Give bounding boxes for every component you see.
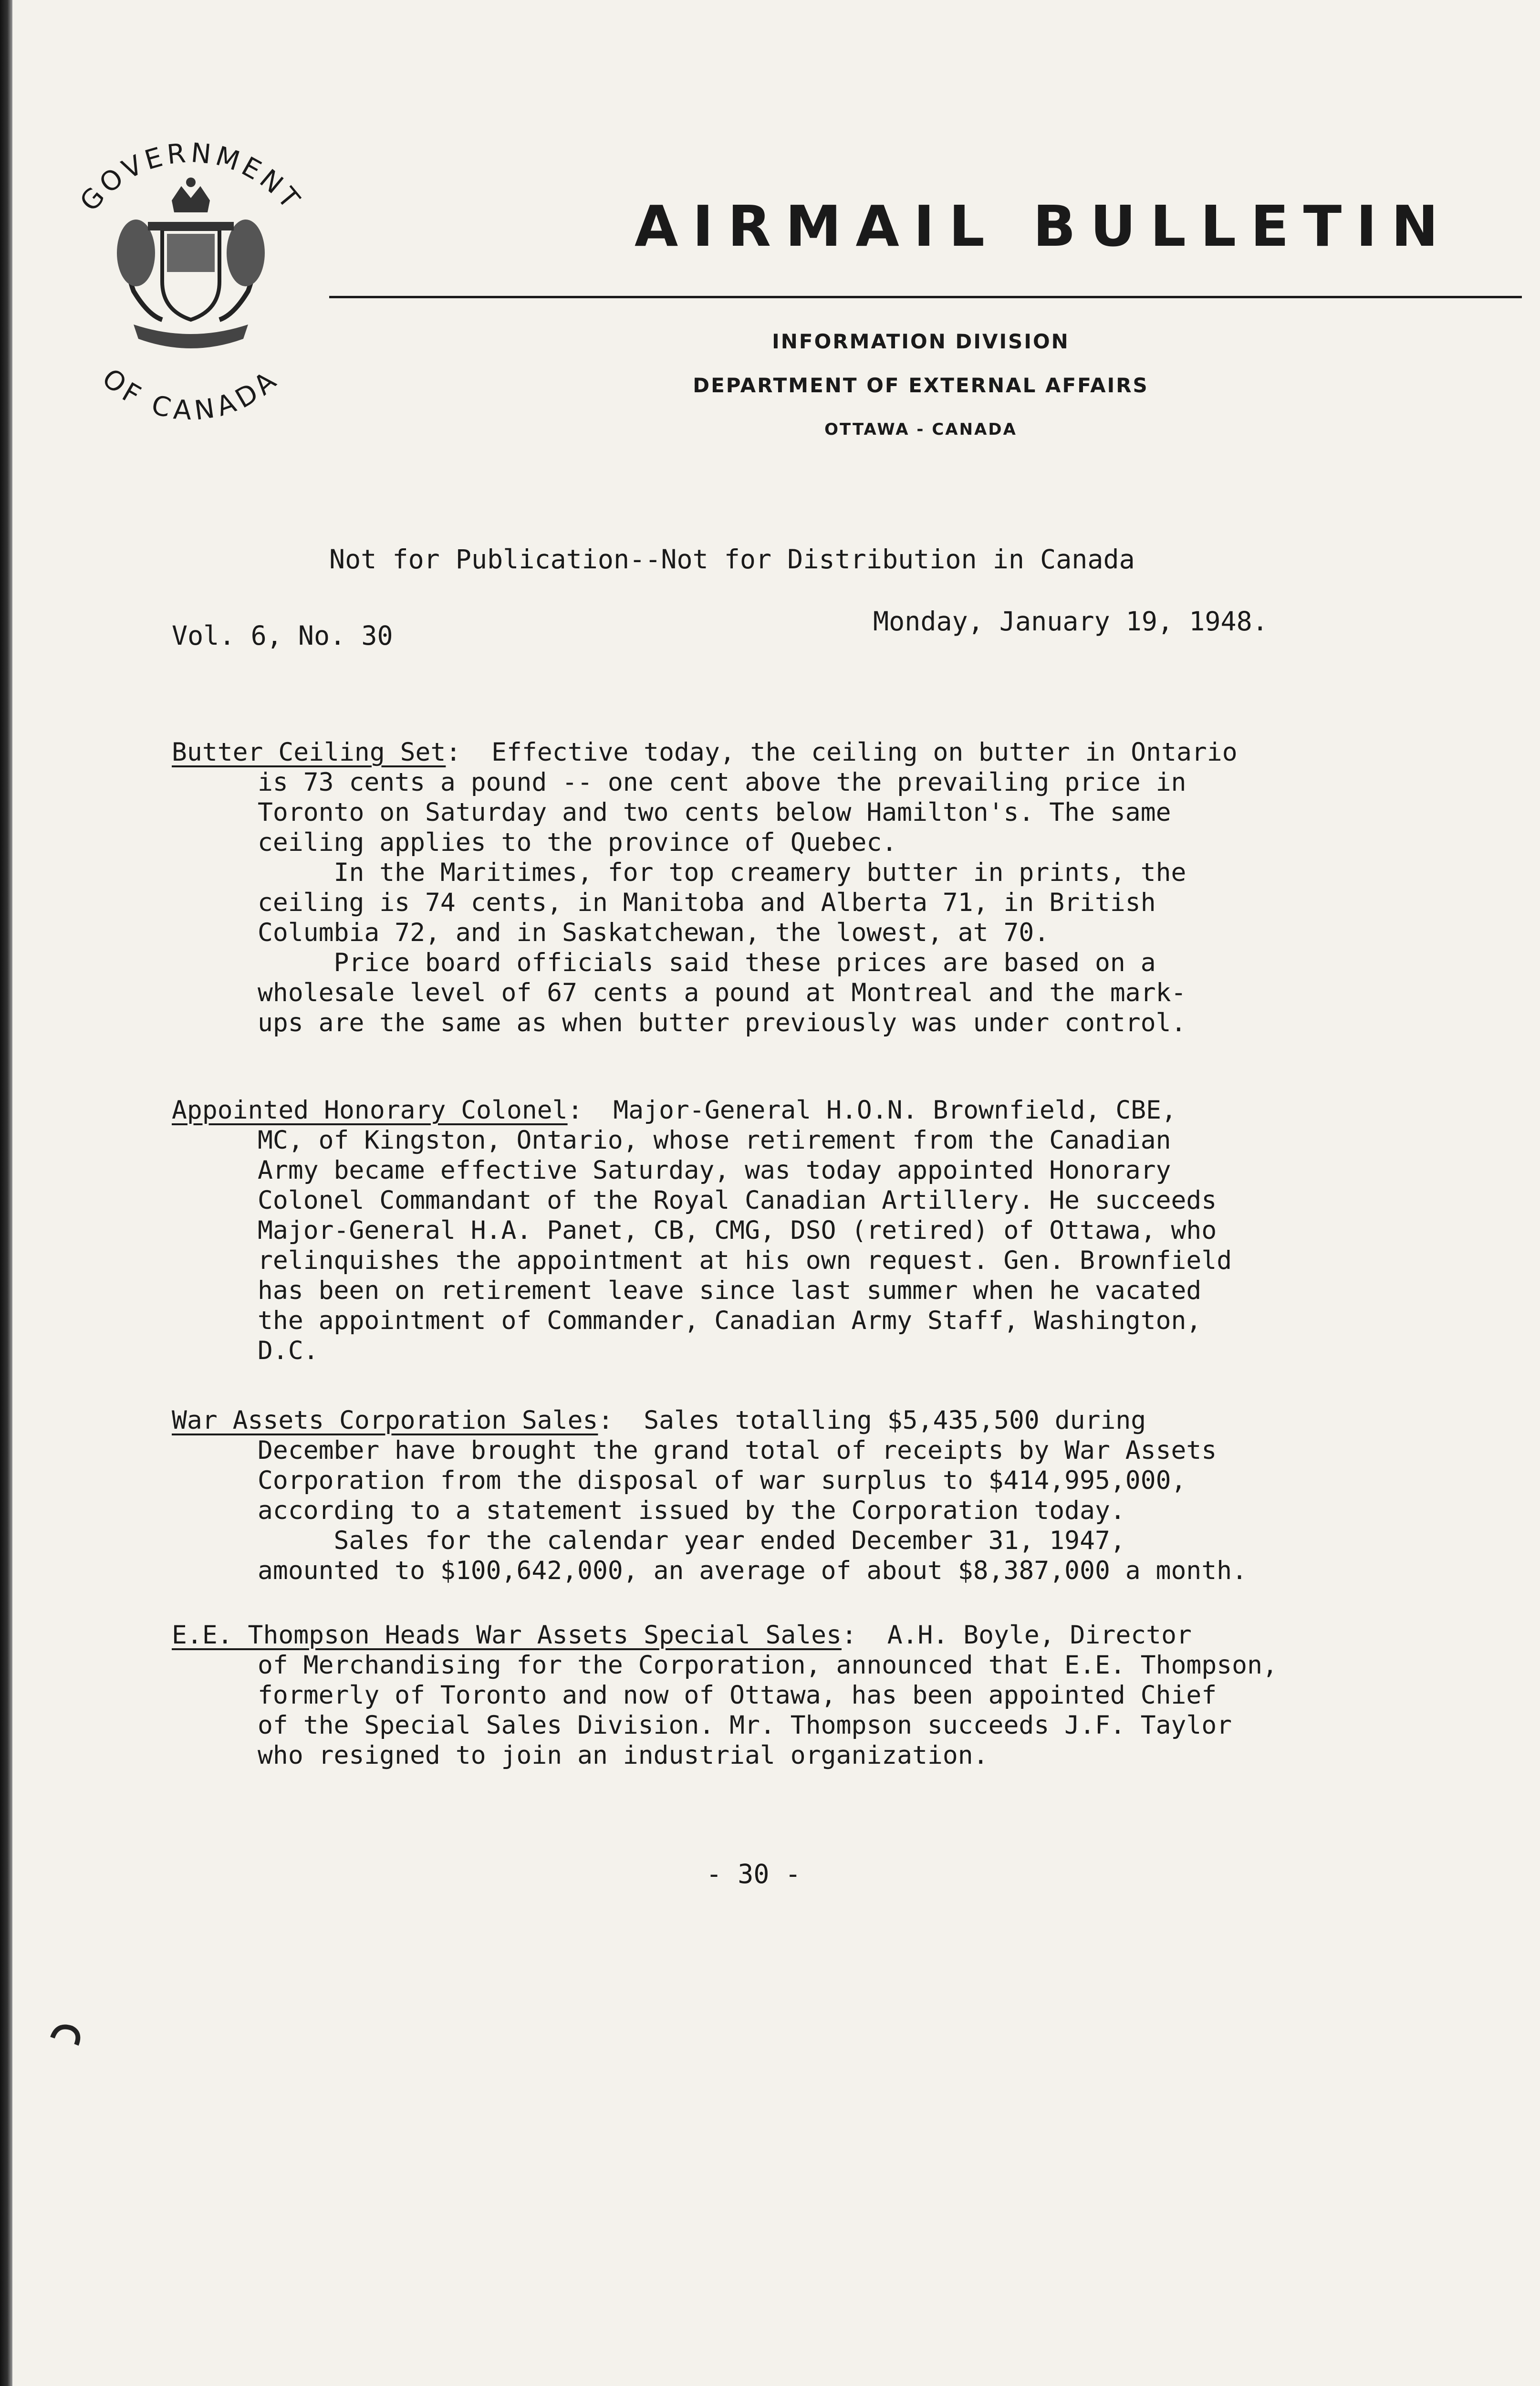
article-line: who resigned to join an industrial organization. [258,1741,989,1770]
article-line: Major-General H.O.N. Brownfield, CBE, [613,1096,1176,1125]
article-line: MC, of Kingston, Ontario, whose retirement from the Canadian [258,1126,1171,1155]
article-line: of the Special Sales Division. Mr. Thompson succeeds J.F. Taylor [258,1711,1232,1740]
page-scan-edge [0,0,12,2386]
article-line: Corporation from the disposal of war surplus to $414,995,000, [258,1466,1186,1495]
article-line: Sales for the calendar year ended December 31, 1947, [258,1526,1125,1555]
article-line: ceiling is 74 cents, in Manitoba and Alberta 71, in British [258,888,1156,917]
article-line: is 73 cents a pound -- one cent above the prevailing price in [258,768,1186,797]
agency-division: INFORMATION DIVISION [772,330,1070,353]
article-line: Colonel Commandant of the Royal Canadian Artillery. He succeeds [258,1186,1217,1215]
article-line: according to a statement issued by the Corporation today. [258,1496,1125,1525]
article-line: ups are the same as when butter previously was under control. [258,1008,1186,1037]
bulletin-title: AIRMAIL BULLETIN [635,193,1453,259]
article-heading: Appointed Honorary Colonel [172,1096,568,1125]
volume-number: Vol. 6, No. 30 [172,620,393,651]
distribution-notice: Not for Publication--Not for Distribution in Canada [329,544,1135,575]
svg-text:OF CANADA [96,363,285,427]
punch-hole-mark-icon [48,2019,86,2057]
article-line: Toronto on Saturday and two cents below Hamilton's. The same [258,798,1171,827]
article-line: ceiling applies to the province of Quebec. [258,828,897,857]
article-line: formerly of Toronto and now of Ottawa, has been appointed Chief [258,1681,1217,1710]
article-line: A.H. Boyle, Director [887,1621,1192,1650]
article-line: D.C. [258,1336,319,1365]
article-line: Columbia 72, and in Saskatchewan, the lowest, at 70. [258,918,1050,947]
article-line: relinquishes the appointment at his own request. Gen. Brownfield [258,1246,1232,1275]
article-line: Effective today, the ceiling on butter in Ontario [491,738,1238,767]
emblem-top-text: GOVERNMENT [74,137,308,218]
article-butter-ceiling: Butter Ceiling Set: Effective today, the ceiling on butter in Ontario is 73 cents a pound -- one cent above the prevailing price in Toronto on Saturday and two cents below Hamilton's. The same ceiling applies to the province of Quebec. In the Maritimes, for top creamery butter in prints, the ceiling is 74 cents, in Manitoba and Alberta 71, in British Columbia 72, and in Saskatchewan, the lowest, at 70. Price board officials said these prices are based on a wholesale level of 67 cents a pound at Montreal and the mark- ups are the same as when butter previously was under control. [172,737,1412,1038]
masthead-rule [329,296,1522,298]
article-war-assets-sales: War Assets Corporation Sales: Sales totalling $5,435,500 during December have brought the grand total of receipts by War Assets Corporation from the disposal of war surplus to $414,995,000, according to a statement issued by the Corporation today. Sales for the calendar year ended December 31, 1947, amounted to $100,642,000, an average of about $8,387,000 a month. [172,1405,1412,1586]
article-heading: E.E. Thompson Heads War Assets Special Sales [172,1621,842,1650]
government-of-canada-emblem [52,129,329,463]
article-line: In the Maritimes, for top creamery butter in prints, the [258,858,1186,887]
agency-department: DEPARTMENT OF EXTERNAL AFFAIRS [693,374,1149,397]
article-heading: War Assets Corporation Sales [172,1406,598,1435]
article-line: Price board officials said these prices are based on a [258,948,1156,977]
article-heading: Butter Ceiling Set [172,738,446,767]
article-honorary-colonel: Appointed Honorary Colonel: Major-General H.O.N. Brownfield, CBE, MC, of Kingston, Ontario, whose retirement from the Canadian Army became effective Saturday, was today appointed Honorary Colonel Commandant of the Royal Canadian Artillery. He succeeds Major-General H.A. Panet, CB, CMG, DSO (retired) of Ottawa, who relinquishes the appointment at his own request. Gen. Brownfield has been on retirement leave since last summer when he vacated the appointment of Commander, Canadian Army Staff, Washington, D.C. [172,1095,1412,1366]
page-number: - 30 - [706,1859,801,1889]
article-line: has been on retirement leave since last summer when he vacated [258,1276,1202,1305]
coat-of-arms-icon [52,129,329,463]
article-line: Major-General H.A. Panet, CB, CMG, DSO (retired) of Ottawa, who [258,1216,1217,1245]
article-line: Army became effective Saturday, was today appointed Honorary [258,1156,1171,1185]
emblem-bottom-text: OF CANADA [96,362,286,427]
agency-block [658,320,1183,451]
article-line: December have brought the grand total of receipts by War Assets [258,1436,1217,1465]
agency-location: OTTAWA - CANADA [824,420,1017,439]
article-thompson-special-sales: E.E. Thompson Heads War Assets Special Sales: A.H. Boyle, Director of Merchandising for the Corporation, announced that E.E. Thompson, formerly of Toronto and now of Ottawa, has been appointed Chief of the Special Sales Division. Mr. Thompson succeeds J.F. Taylor who resigned to join an industrial organization. [172,1620,1412,1770]
article-line: the appointment of Commander, Canadian Army Staff, Washington, [258,1306,1202,1335]
article-line: amounted to $100,642,000, an average of about $8,387,000 a month. [258,1556,1248,1585]
issue-date: Monday, January 19, 1948. [873,606,1268,637]
article-line: Sales totalling $5,435,500 during [644,1406,1146,1435]
article-line: of Merchandising for the Corporation, announced that E.E. Thompson, [258,1651,1278,1680]
article-line: wholesale level of 67 cents a pound at Montreal and the mark- [258,978,1186,1007]
